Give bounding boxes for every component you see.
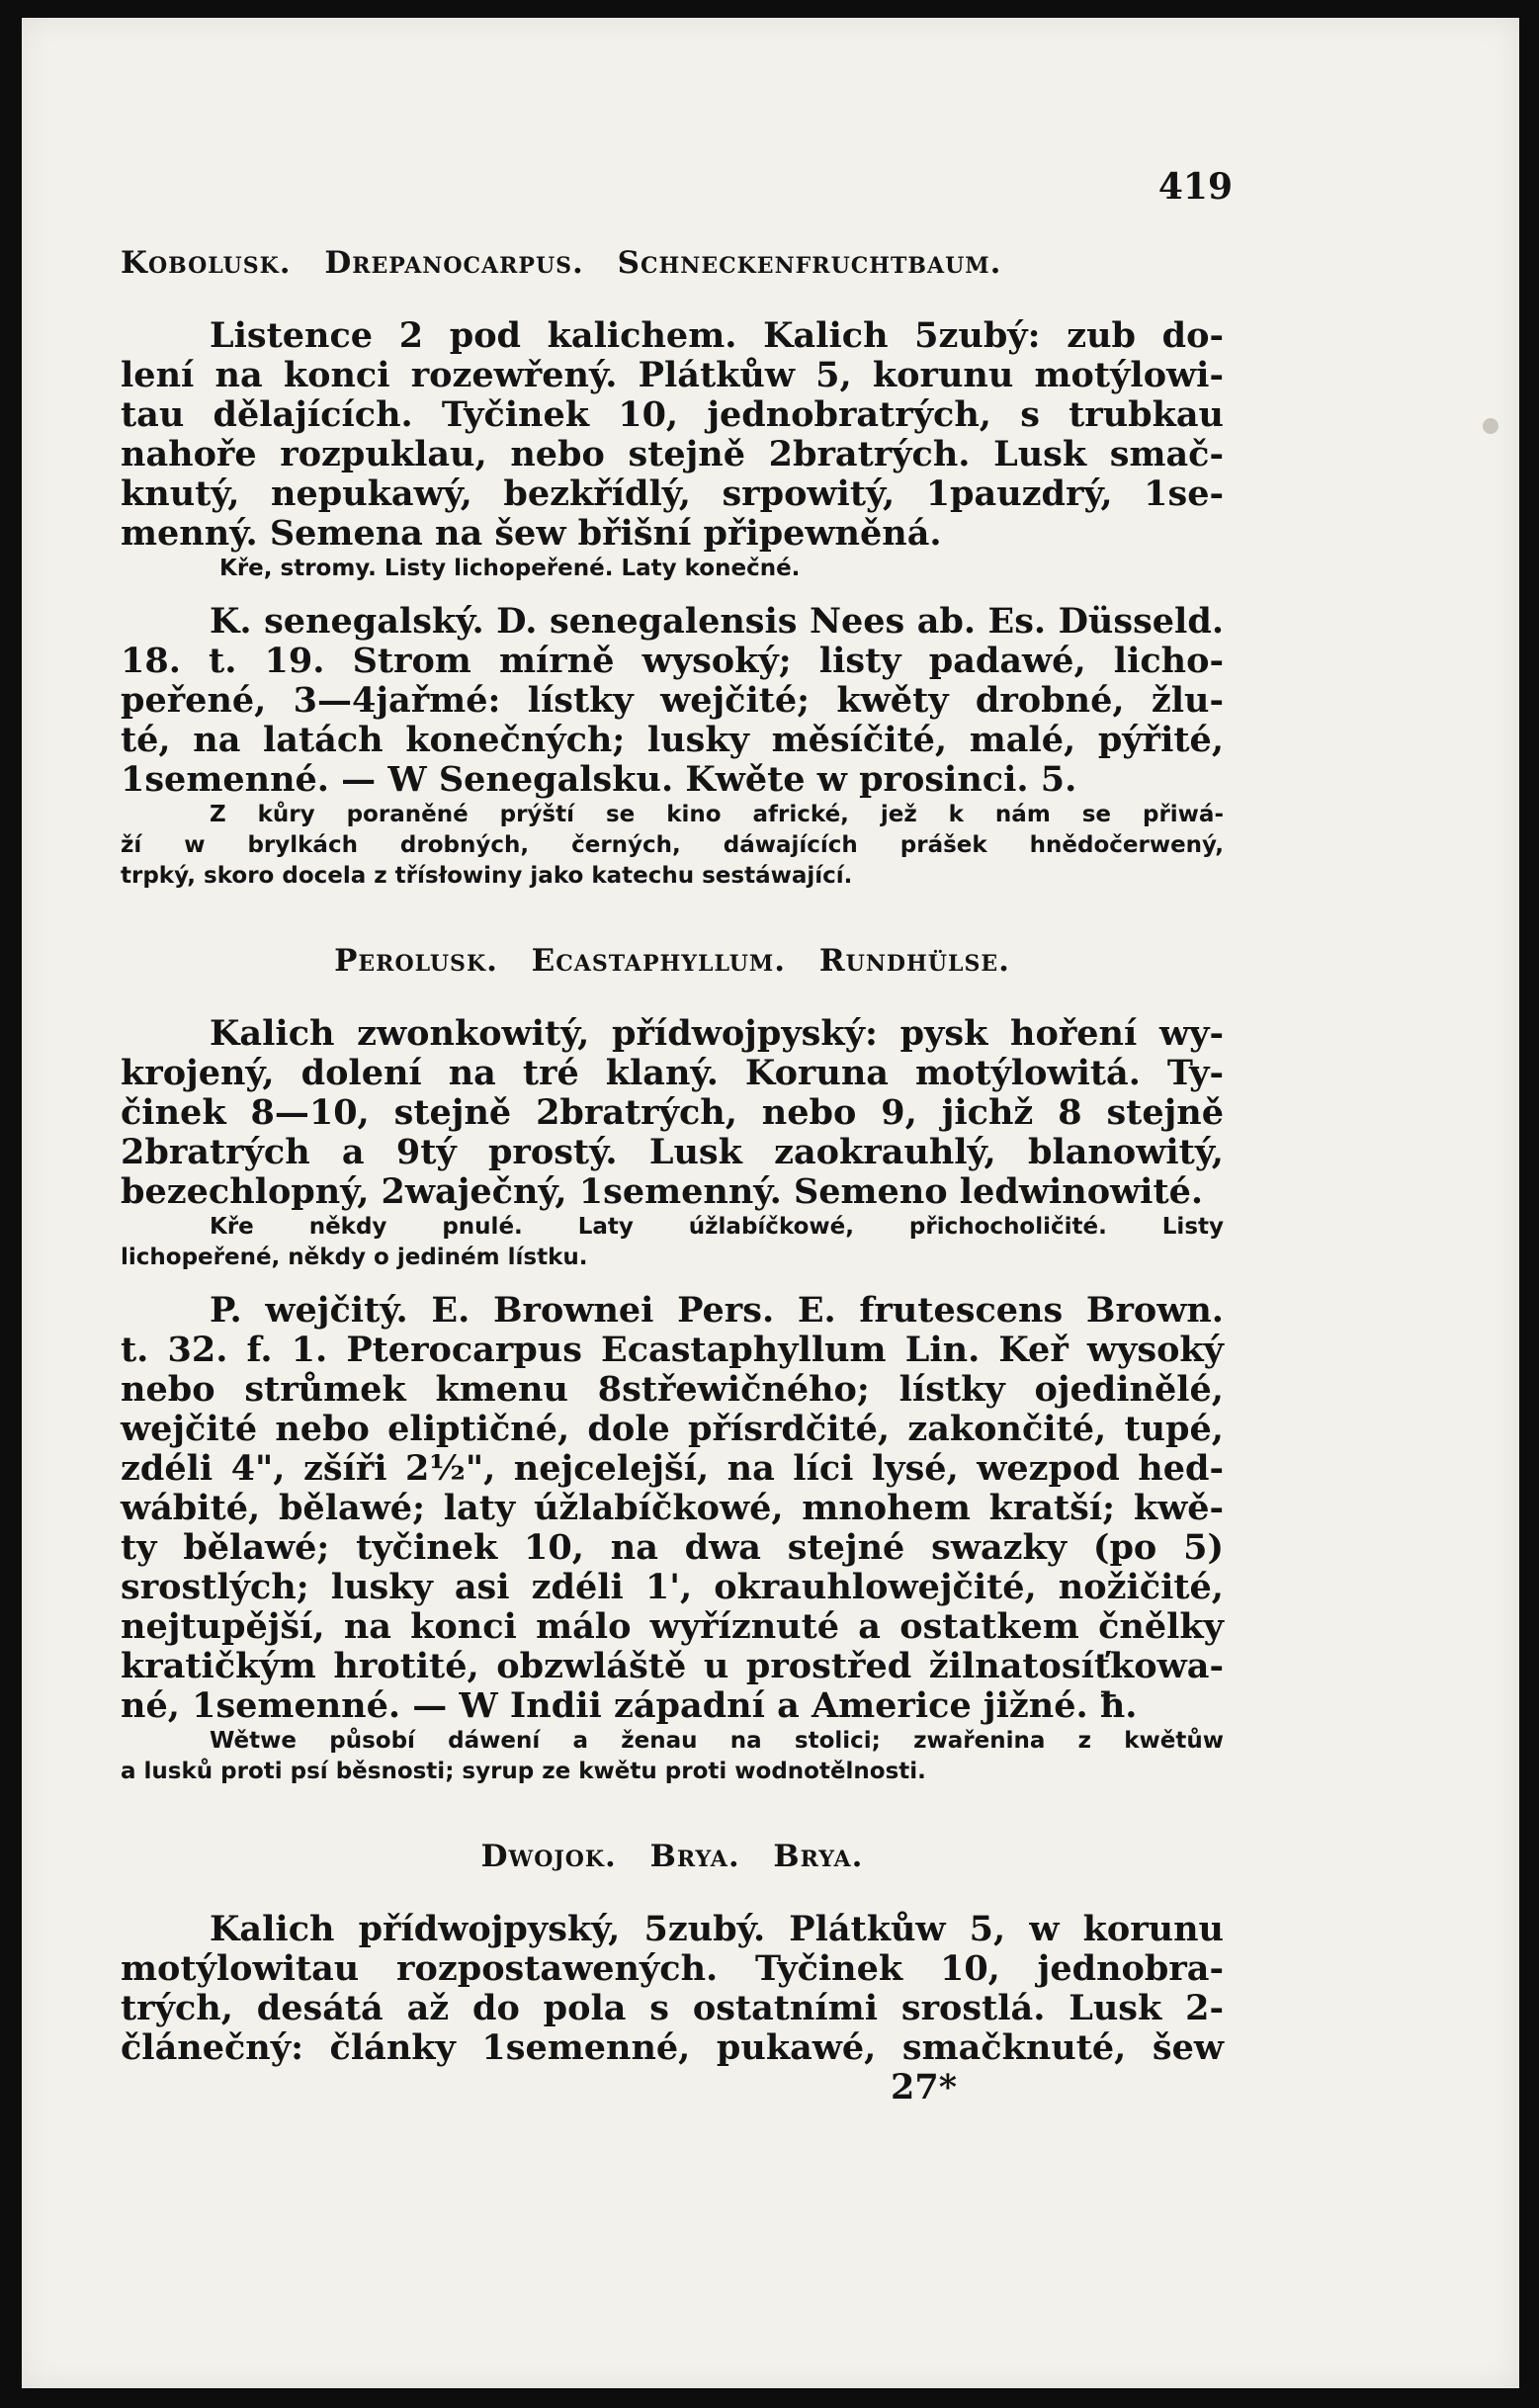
- text-line: tau dělajících. Tyčinek 10, jednobratrých, s trubkau: [121, 394, 1224, 435]
- signature-mark: 27*: [890, 2067, 957, 2107]
- text-line: ty bělawé; tyčinek 10, na dwa stejné swazky (po 5): [121, 1527, 1224, 1568]
- book-page: [22, 18, 1519, 2388]
- text-line: činek 8—10, stejně 2bratrých, nebo 9, jichž 8 stejně: [121, 1092, 1224, 1133]
- genus-description-dwojok: [121, 1910, 1224, 2068]
- section-heading-perolusk: Perolusk. Ecastaphyllum. Rundhülse.: [334, 943, 1010, 979]
- text-line: P. wejčitý. E. Brownei Pers. E. frutescens Brown.: [210, 1290, 1224, 1331]
- text-line: 18. t. 19. Strom mírně wysoký; listy padawé, licho-: [121, 641, 1224, 681]
- text-line: bezechlopný, 2waječný, 1semenný. Semeno ledwinowité.: [121, 1171, 1204, 1212]
- text-line: trpký, skoro docela z třísłowiny jako katechu sestáwající.: [121, 863, 853, 889]
- text-line: nebo strůmek kmenu 8střewičného; lístky ojedinělé,: [121, 1369, 1224, 1410]
- text-line: krojený, dolení na tré klaný. Koruna motýlowitá. Ty-: [121, 1053, 1224, 1093]
- text-line: té, na latách konečných; lusky měsíčité, malé, pýřité,: [121, 720, 1224, 760]
- genus-description-perolusk: [121, 1014, 1224, 1212]
- text-line: peřené, 3—4jařmé: lístky wejčité; kwěty drobné, žlu-: [121, 680, 1224, 721]
- text-line: Kalich zwonkowitý, přídwojpyský: pysk hoření wy-: [210, 1013, 1224, 1054]
- text-line: wábité, bělawé; laty úžlabíčkowé, mnohem kratší; kwě-: [121, 1488, 1224, 1528]
- species-entry-wejcity: [121, 1291, 1224, 1726]
- text-line: menný. Semena na šew břišní připewněná.: [121, 513, 942, 554]
- text-line: kratičkým hrotité, obzwláště u prostřed žilnatosíťkowa-: [121, 1646, 1224, 1686]
- species-entry-senegalsky: [121, 602, 1224, 800]
- text-line: t. 32. f. 1. Pterocarpus Ecastaphyllum Lin. Keř wysoký: [121, 1330, 1224, 1370]
- scan-speck: [1483, 418, 1498, 434]
- text-line: K. senegalský. D. senegalensis Nees ab. Es. Düsseld.: [210, 601, 1224, 642]
- text-line: Kalich přídwojpyský, 5zubý. Plátkůw 5, w korunu: [210, 1909, 1224, 1949]
- text-line: knutý, nepukawý, bezkřídlý, srpowitý, 1pauzdrý, 1se-: [121, 473, 1224, 514]
- text-line: wejčité nebo eliptičné, dole přísrdčité, zakončité, tupé,: [121, 1409, 1224, 1449]
- text-line: Z kůry poraněné prýští se kino africké, jež k nám se přiwá-: [210, 802, 1224, 827]
- section-heading-dwojok: Dwojok. Brya. Brya.: [480, 1839, 864, 1874]
- text-line: 1semenné. — W Senegalsku. Kwěte w prosinci. 5.: [121, 759, 1077, 800]
- text-line: srostlých; lusky asi zdéli 1', okrauhlowejčité, nožičité,: [121, 1567, 1224, 1607]
- page-number: 419: [1157, 166, 1233, 208]
- genus-note-kobolusk: Kře, stromy. Listy lichopeřené. Laty konečné.: [219, 556, 801, 581]
- text-line: né, 1semenné. — W Indii západní a Americe jižné. ħ.: [121, 1685, 1138, 1726]
- text-line: zdéli 4", zšíři 2½", nejcelejší, na líci lysé, wezpod hed-: [121, 1448, 1224, 1489]
- text-line: lení na konci rozewřený. Plátkůw 5, korunu motýlowi-: [121, 355, 1224, 395]
- text-line: 2bratrých a 9tý prostý. Lusk zaokrauhlý, blanowitý,: [121, 1132, 1224, 1172]
- text-line: nejtupější, na konci málo wyříznuté a ostatkem čnělky: [121, 1606, 1224, 1647]
- text-line: Listence 2 pod kalichem. Kalich 5zubý: zub do-: [210, 315, 1224, 356]
- text-line: a lusků proti psí běsnosti; syrup ze kwětu proti wodnotělnosti.: [121, 1759, 926, 1784]
- text-line: Kře někdy pnulé. Laty úžlabíčkowé, přichocholičité. Listy: [210, 1214, 1224, 1240]
- text-line: článečný: články 1semenné, pukawé, smačknuté, šew: [121, 2027, 1224, 2068]
- text-column: [121, 243, 1224, 2107]
- text-line: ží w brylkách drobných, černých, dáwajících prášek hnědočerwený,: [121, 832, 1224, 858]
- text-line: trých, desátá až do pola s ostatními srostlá. Lusk 2-: [121, 1988, 1224, 2028]
- section-heading-kobolusk: Kobolusk. Drepanocarpus. Schneckenfruchtbaum.: [121, 245, 1002, 281]
- text-line: motýlowitau rozpostawených. Tyčinek 10, jednobra-: [121, 1948, 1224, 1989]
- genus-description-kobolusk: [121, 316, 1224, 554]
- text-line: Wětwe působí dáwení a ženau na stolici; zwařenina z kwětůw: [210, 1728, 1224, 1754]
- text-line: lichopeřené, někdy o jediném lístku.: [121, 1245, 588, 1270]
- use-note-kino: [121, 800, 1224, 892]
- use-note-ecastaphyllum: [121, 1726, 1224, 1787]
- genus-note-perolusk: [121, 1212, 1224, 1273]
- text-line: nahoře rozpuklau, nebo stejně 2bratrých. Lusk smač-: [121, 434, 1224, 474]
